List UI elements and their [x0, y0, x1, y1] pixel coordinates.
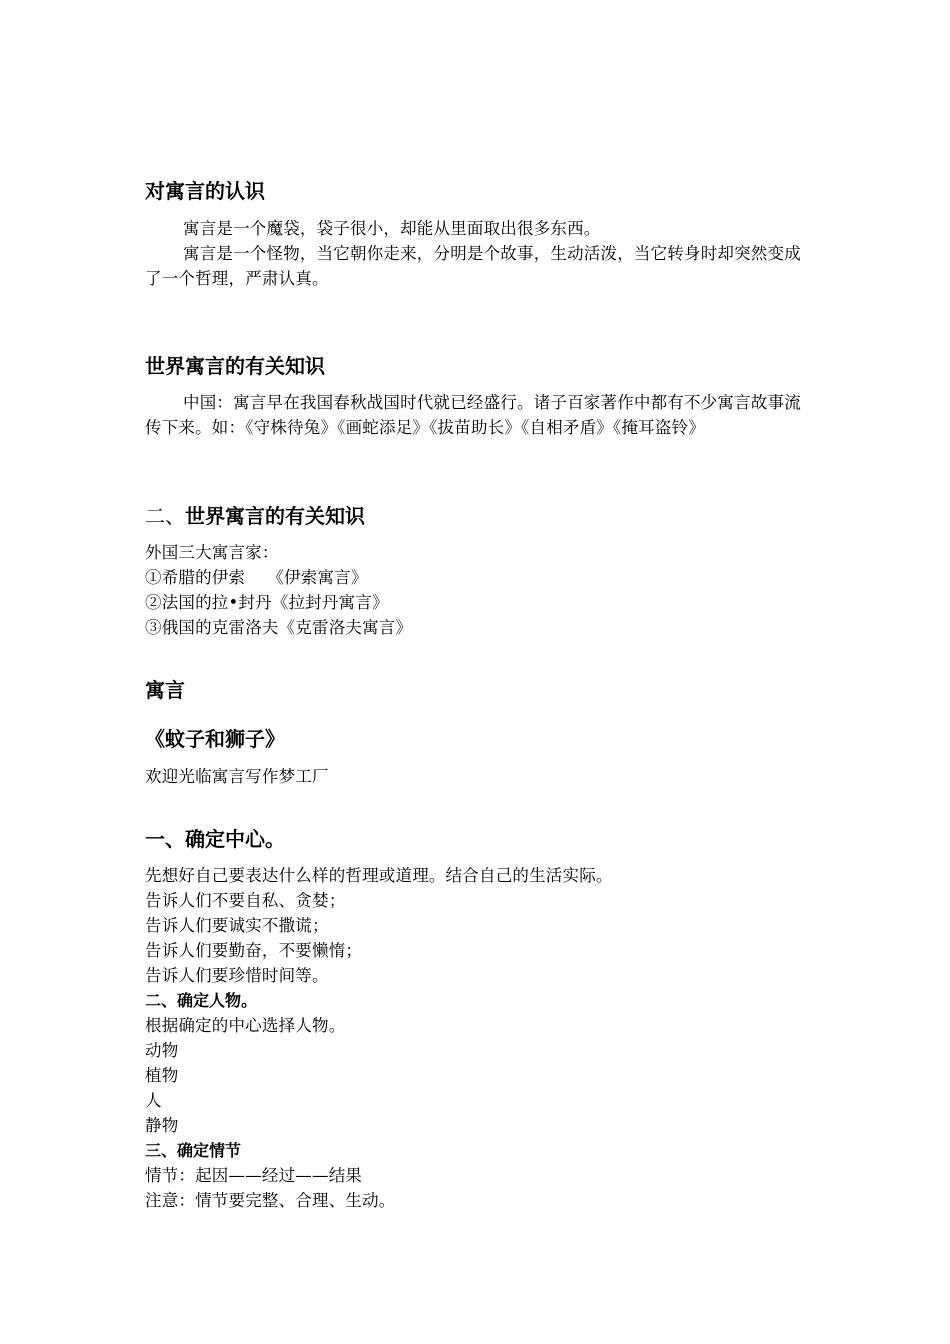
heading-main: 世界寓言的有关知识 — [185, 504, 365, 528]
line-center-2: 告诉人们不要自私、贪婪； — [145, 891, 346, 910]
heading-prefix: 二、 — [145, 504, 185, 528]
line-characters-plants: 植物 — [145, 1066, 179, 1085]
line-center-4: 告诉人们要勤奋，不要懒惰； — [145, 941, 363, 960]
paragraph-china-fables: 中国：寓言早在我国春秋战国时代就已经盛行。诸子百家著作中都有不少寓言故事流传下来。如：《守株待兔》《画蛇添足》《拔苗助长》《自相矛盾》《掩耳盗铃》 — [145, 393, 801, 437]
line-plot-structure: 情节：起因——经过——结果 — [145, 1166, 363, 1185]
heading-foreign-fable-knowledge — [145, 503, 365, 529]
line-welcome: 欢迎光临寓言写作梦工厂 — [145, 767, 329, 786]
line-la-fontaine: ②法国的拉•封丹《拉封丹寓言》 — [145, 593, 389, 612]
heading-determine-center: 一、确定中心。 — [145, 827, 285, 851]
line-characters-objects: 静物 — [145, 1116, 179, 1135]
line-aesop: ①希腊的伊索 《伊索寓言》 — [145, 568, 368, 587]
line-characters-1: 根据确定的中心选择人物。 — [145, 1016, 346, 1035]
subheading-determine-plot: 三、确定情节 — [145, 1141, 242, 1160]
line-plot-note: 注意：情节要完整、合理、生动。 — [145, 1191, 396, 1210]
line-center-1: 先想好自己要表达什么样的哲理或道理。结合自己的生活实际。 — [145, 866, 613, 885]
line-center-5: 告诉人们要珍惜时间等。 — [145, 966, 329, 985]
heading-fable: 寓言 — [145, 678, 185, 702]
line-three-fabulists: 外国三大寓言家： — [145, 543, 279, 562]
heading-story-title: 《蚊子和狮子》 — [145, 727, 285, 751]
line-center-3: 告诉人们要诚实不撒谎； — [145, 916, 329, 935]
line-krylov: ③俄国的克雷洛夫《克雷洛夫寓言》 — [145, 618, 413, 637]
paragraph-monster: 寓言是一个怪物，当它朝你走来，分明是个故事，生动活泼，当它转身时却突然变成了一个哲理，严肃认真。 — [145, 244, 801, 288]
line-characters-people: 人 — [145, 1091, 162, 1110]
line-characters-animals: 动物 — [145, 1041, 179, 1060]
heading-fable-understanding: 对寓言的认识 — [145, 179, 265, 203]
paragraph-magic-bag: 寓言是一个魔袋，袋子很小，却能从里面取出很多东西。 — [183, 219, 601, 238]
heading-world-fable-knowledge: 世界寓言的有关知识 — [145, 354, 325, 378]
subheading-determine-characters: 二、确定人物。 — [145, 991, 258, 1010]
